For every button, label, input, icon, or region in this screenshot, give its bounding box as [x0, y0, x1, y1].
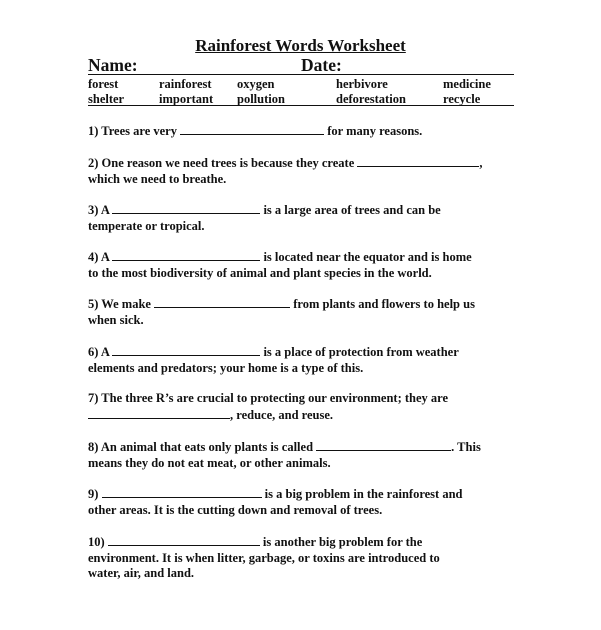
answer-blank[interactable] [180, 123, 324, 135]
word-bank-item: forest [88, 77, 119, 91]
answer-blank[interactable] [112, 202, 260, 214]
word-bank-item: rainforest [159, 77, 212, 91]
answer-blank[interactable] [108, 534, 260, 546]
answer-blank[interactable] [112, 344, 260, 356]
answer-blank[interactable] [357, 155, 479, 167]
word-bank-item: shelter [88, 92, 125, 106]
question-8: 8) An animal that eats only plants is called . This means they do not eat meat, or other animals. [88, 440, 481, 470]
question-9: 9) is a big problem in the rainforest and other areas. It is the cutting down and removal of trees. [88, 487, 463, 517]
answer-blank[interactable] [102, 486, 262, 498]
word-bank-item: pollution [237, 92, 285, 106]
answer-blank[interactable] [154, 296, 290, 308]
question-10: 10) is another big problem for the environment. It is when litter, garbage, or toxins are introduced to water, air, and land. [88, 535, 440, 580]
question-2: 2) One reason we need trees is because they create , which we need to breathe. [88, 156, 483, 186]
word-bank-item: recycle [443, 92, 481, 106]
word-bank [88, 76, 514, 106]
word-bank-item: medicine [443, 77, 491, 91]
question-3: 3) A is a large area of trees and can be temperate or tropical. [88, 203, 441, 233]
name-date-line [88, 55, 514, 75]
answer-blank[interactable] [88, 407, 230, 419]
word-bank-item: oxygen [237, 77, 275, 91]
word-bank-item: important [159, 92, 214, 106]
name-label: Name: [88, 55, 138, 75]
worksheet-title: Rainforest Words Worksheet [195, 36, 406, 55]
question-6: 6) A is a place of protection from weather elements and predators; your home is a type of this. [88, 345, 459, 375]
word-bank-item: deforestation [336, 92, 406, 106]
answer-blank[interactable] [316, 439, 451, 451]
question-7: 7) The three R’s are crucial to protecting our environment; they are , reduce, and reuse. [88, 391, 449, 422]
word-bank-item: herbivore [336, 77, 388, 91]
date-label: Date: [301, 55, 342, 75]
question-4: 4) A is located near the equator and is home to the most biodiversity of animal and plant species in the world. [88, 250, 472, 280]
question-5: 5) We make from plants and flowers to help us when sick. [88, 297, 475, 327]
answer-blank[interactable] [112, 249, 260, 261]
question-1: 1) Trees are very for many reasons. [88, 124, 423, 138]
